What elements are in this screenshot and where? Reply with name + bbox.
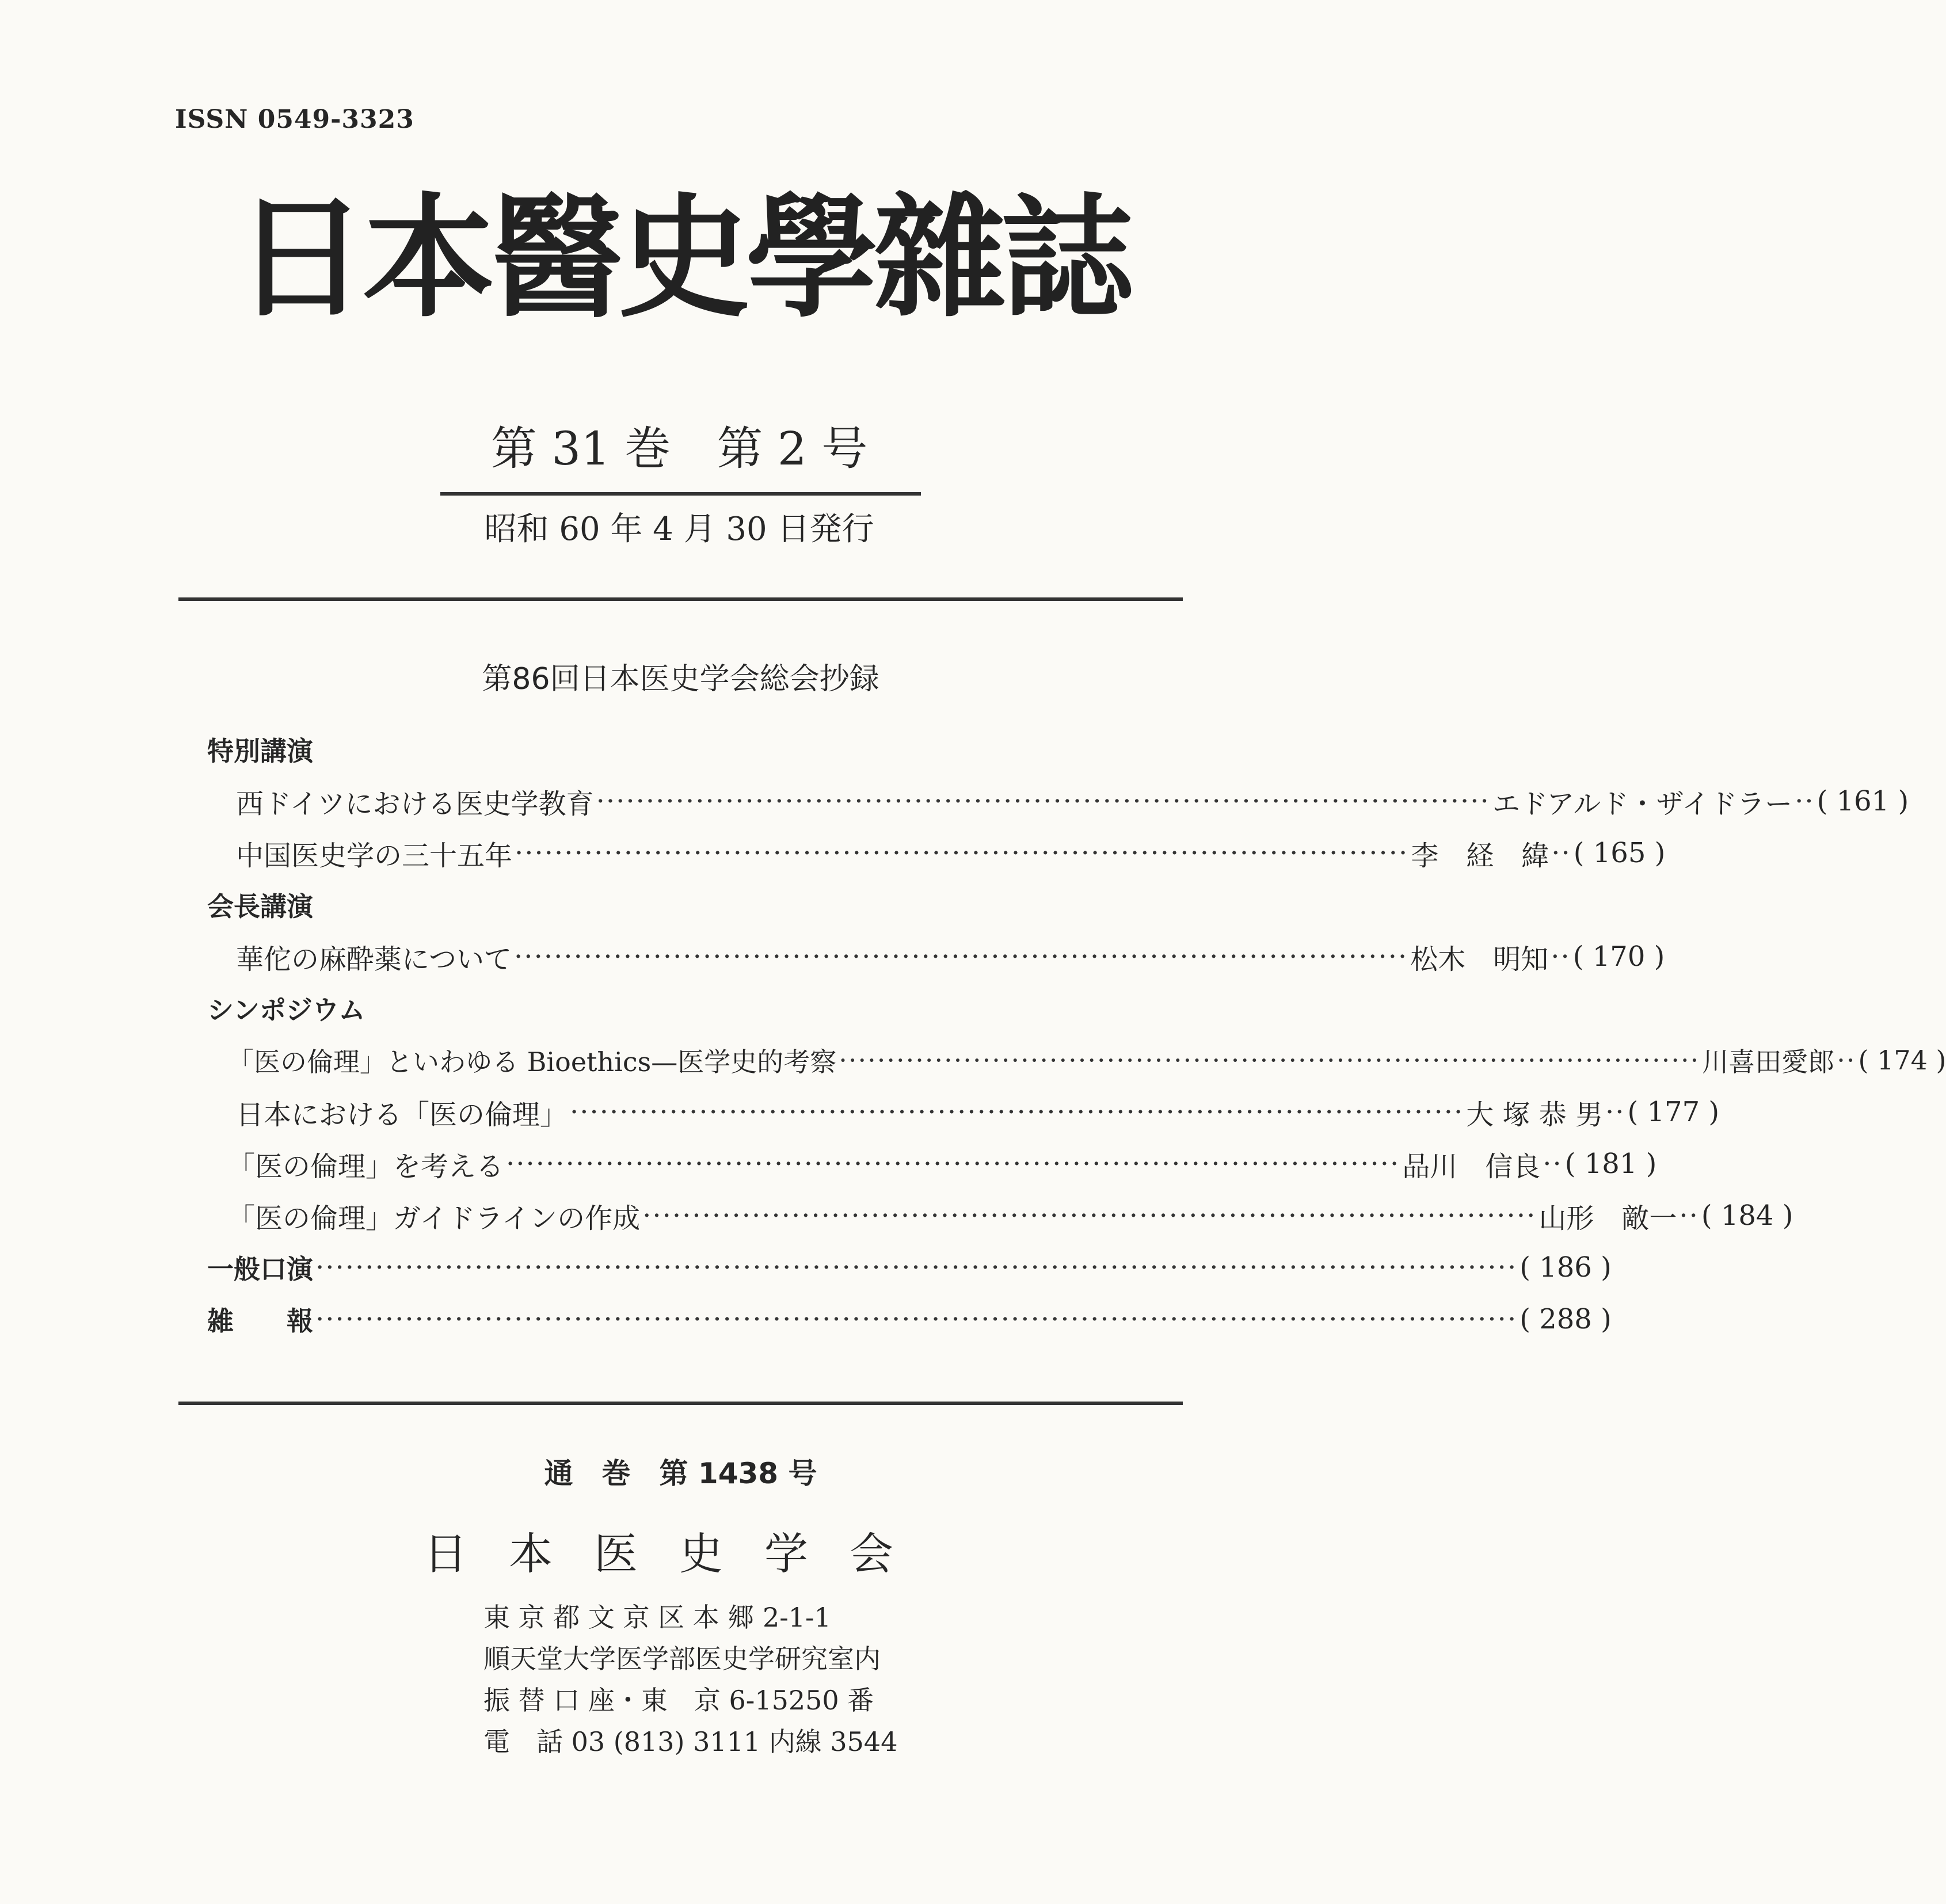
toc-entry[interactable] bbox=[207, 1296, 1612, 1342]
leader-dots: ·························································································· bbox=[642, 1199, 1537, 1232]
address-line: 電 話 03 (813) 3111 内線 3544 bbox=[483, 1726, 898, 1757]
toc-entry-page: ( 165 ) bbox=[1573, 837, 1666, 869]
toc-entry-page: ( 174 ) bbox=[1858, 1045, 1946, 1076]
leader-dots: ·························································································· bbox=[839, 1045, 1700, 1076]
toc-section bbox=[207, 985, 1361, 1031]
leader-dots: ·· bbox=[1837, 1045, 1856, 1076]
toc-entry[interactable] bbox=[236, 830, 1666, 876]
toc-entry-title: 「医の倫理」といわゆる Bioethics—医学史的考察 bbox=[227, 1046, 837, 1077]
toc-entry-title: 「医の倫理」ガイドラインの作成 bbox=[227, 1202, 641, 1235]
divider-top bbox=[178, 597, 1183, 601]
toc-entry-author: 品川 信良 bbox=[1402, 1150, 1541, 1183]
journal-title: 日本醫史學雜誌 bbox=[234, 182, 1129, 336]
leader-dots: ·························································································· bbox=[570, 1096, 1464, 1128]
address-line: 東 京 都 文 京 区 本 郷 2-1-1 bbox=[483, 1602, 831, 1633]
toc-entry-title: 一般口演 bbox=[207, 1254, 313, 1285]
toc-entry-page: ( 170 ) bbox=[1572, 940, 1665, 973]
toc-section bbox=[207, 882, 1361, 928]
toc-entry-title: 華佗の麻酔薬について bbox=[236, 943, 512, 976]
volume-issue: 第 31 巻 第 2 号 bbox=[490, 422, 868, 475]
address-line: 振 替 口 座・東 京 6-15250 番 bbox=[483, 1685, 874, 1716]
toc-entry-author: 李 経 緯 bbox=[1411, 839, 1549, 872]
leader-dots: ·· bbox=[1551, 940, 1571, 973]
toc-entry-page: ( 181 ) bbox=[1564, 1148, 1657, 1180]
leader-dots: ·························································································· bbox=[506, 1148, 1400, 1180]
leader-dots: ·· bbox=[1605, 1096, 1625, 1128]
toc-entry[interactable] bbox=[236, 934, 1665, 980]
toc-entry-author: 松木 明知 bbox=[1410, 943, 1549, 976]
toc-entry-page: ( 177 ) bbox=[1627, 1096, 1720, 1128]
publisher-name: 日本医史学会 bbox=[424, 1528, 935, 1579]
divider-bottom bbox=[178, 1402, 1183, 1405]
toc-section-label: シンポジウム bbox=[207, 995, 365, 1026]
toc-entry-author: エドアルド・ザイドラー bbox=[1492, 787, 1793, 820]
leader-dots: ························································································································· bbox=[315, 1303, 1518, 1335]
volume-underline bbox=[440, 492, 921, 496]
toc-entry-page: ( 161 ) bbox=[1816, 785, 1909, 817]
leader-dots: ·························································································· bbox=[596, 785, 1490, 817]
leader-dots: ·························································································· bbox=[515, 837, 1409, 869]
toc-section-label: 特別講演 bbox=[207, 736, 313, 767]
toc-entry-title: 日本における「医の倫理」 bbox=[236, 1098, 568, 1131]
leader-dots: ·· bbox=[1551, 837, 1571, 869]
toc-entry-author: 大 塚 恭 男 bbox=[1466, 1098, 1603, 1131]
toc-entry[interactable] bbox=[236, 778, 1909, 824]
toc-entry[interactable] bbox=[207, 1244, 1612, 1290]
toc-entry[interactable] bbox=[227, 1193, 1793, 1239]
leader-dots: ·· bbox=[1679, 1199, 1699, 1232]
toc-entry-title: 雑 報 bbox=[207, 1305, 313, 1336]
publication-date: 昭和 60 年 4 月 30 日発行 bbox=[484, 511, 874, 548]
toc-entry[interactable] bbox=[227, 1141, 1657, 1187]
proceedings-heading: 第86回日本医史学会総会抄録 bbox=[482, 662, 879, 696]
leader-dots: ·· bbox=[1543, 1148, 1563, 1180]
leader-dots: ·· bbox=[1795, 785, 1815, 817]
toc-entry-page: ( 186 ) bbox=[1520, 1251, 1612, 1284]
address-line: 順天堂大学医学部医史学研究室内 bbox=[483, 1643, 881, 1674]
toc-entry-title: 「医の倫理」を考える bbox=[227, 1150, 504, 1183]
toc-entry[interactable] bbox=[236, 1089, 1720, 1135]
toc-entry-page: ( 184 ) bbox=[1701, 1199, 1793, 1232]
toc-section bbox=[207, 726, 1361, 772]
leader-dots: ·························································································· bbox=[514, 940, 1408, 973]
toc-entry-page: ( 288 ) bbox=[1520, 1303, 1612, 1335]
serial-issue-number: 通 巻 第 1438 号 bbox=[544, 1457, 817, 1490]
toc-entry-title: 中国医史学の三十五年 bbox=[236, 839, 513, 872]
toc-entry-title: 西ドイツにおける医史学教育 bbox=[236, 787, 594, 820]
toc-section-label: 会長講演 bbox=[207, 891, 313, 922]
issn-number: ISSN 0549-3323 bbox=[175, 105, 414, 134]
toc-entry-author: 山形 敵一 bbox=[1538, 1202, 1677, 1235]
toc-entry-author: 川喜田愛郎 bbox=[1702, 1046, 1835, 1077]
toc-entry[interactable] bbox=[227, 1037, 1946, 1083]
leader-dots: ························································································································· bbox=[315, 1251, 1518, 1284]
